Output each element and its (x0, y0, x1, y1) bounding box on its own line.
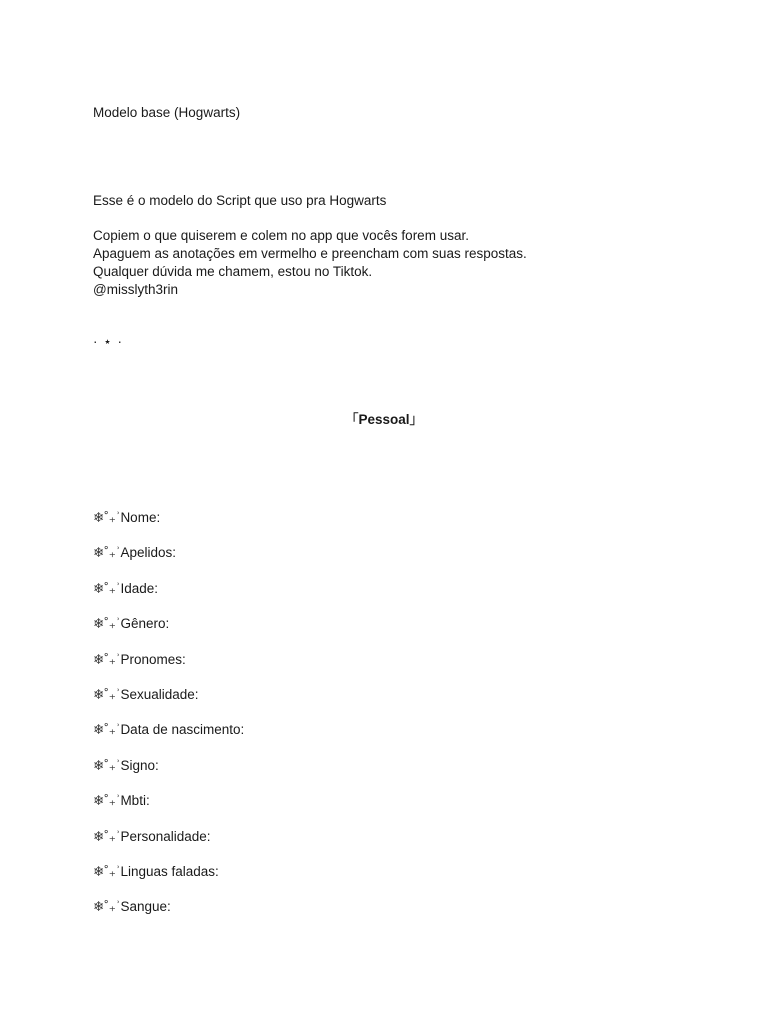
form-field (93, 686, 244, 721)
form-field (93, 580, 244, 615)
snowflake-bullet-icon: ❄︎˚₊ʾ (93, 580, 121, 596)
form-field (93, 615, 244, 650)
form-field (93, 863, 244, 898)
field-list (93, 509, 244, 934)
instruction-line: Apaguem as anotações em vermelho e preencham com suas respostas. (93, 246, 527, 261)
document-title: Modelo base (Hogwarts) (93, 105, 241, 120)
section-heading-text: 「Pessoal」 (344, 412, 424, 427)
field-label: Signo: (120, 757, 159, 773)
snowflake-bullet-icon: ❄︎˚₊ʾ (93, 863, 121, 879)
form-field (93, 898, 244, 933)
intro-text: Esse é o modelo do Script que uso pra Hogwarts (93, 193, 387, 208)
snowflake-bullet-icon: ❄︎˚₊ʾ (93, 828, 121, 844)
field-label: Sangue: (120, 899, 171, 915)
snowflake-bullet-icon: ❄︎˚₊ʾ (93, 757, 121, 773)
field-label: Apelidos: (120, 545, 176, 561)
field-label: Nome: (120, 510, 161, 525)
snowflake-bullet-icon: ❄︎˚₊ʾ (93, 686, 121, 702)
form-field (93, 721, 244, 756)
snowflake-bullet-icon: ❄︎˚₊ʾ (93, 899, 121, 915)
form-field (93, 509, 244, 544)
section-heading (0, 411, 768, 429)
snowflake-bullet-icon: ❄︎˚₊ʾ (93, 651, 121, 667)
instructions-block (93, 227, 527, 299)
snowflake-bullet-icon: ❄︎˚₊ʾ (93, 722, 121, 738)
field-label: Personalidade: (120, 828, 211, 844)
tiktok-handle: @misslyth3rin (93, 282, 178, 297)
snowflake-bullet-icon: ❄︎˚₊ʾ (93, 616, 121, 632)
form-field (93, 792, 244, 827)
snowflake-bullet-icon: ❄︎˚₊ʾ (93, 545, 121, 561)
field-label: Mbti: (120, 793, 150, 809)
field-label: Pronomes: (120, 651, 186, 667)
field-label: Sexualidade: (120, 686, 199, 702)
snowflake-bullet-icon: ❄︎˚₊ʾ (93, 793, 121, 809)
snowflake-bullet-icon: ❄︎˚₊ʾ (93, 510, 121, 525)
field-label: Data de nascimento: (120, 722, 245, 738)
form-field (93, 828, 244, 863)
field-label: Linguas faladas: (120, 863, 219, 879)
instruction-line: Qualquer dúvida me chamem, estou no Tiktok. (93, 264, 373, 279)
form-field (93, 544, 244, 579)
form-field (93, 651, 244, 686)
decorative-separator: · ⋆ · (93, 334, 123, 349)
field-label: Gênero: (120, 616, 170, 632)
form-field (93, 757, 244, 792)
instruction-line: Copiem o que quiserem e colem no app que vocês forem usar. (93, 228, 469, 243)
field-label: Idade: (120, 580, 158, 596)
